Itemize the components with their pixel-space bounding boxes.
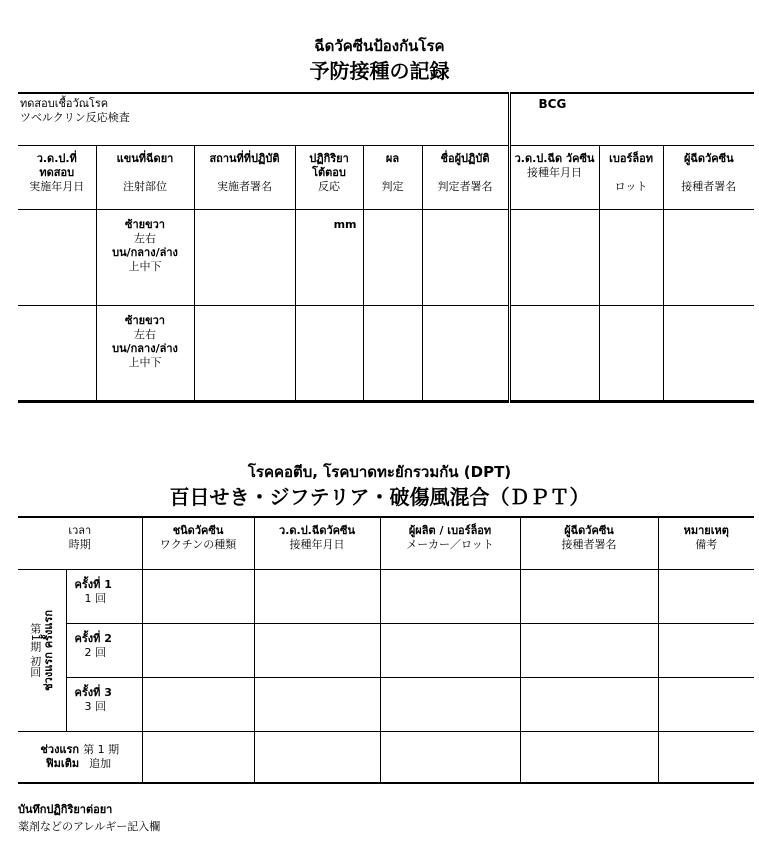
vaccinator-cell[interactable]: [520, 677, 658, 731]
vaccinator-cell[interactable]: [520, 623, 658, 677]
vaccine-type-cell[interactable]: [142, 731, 254, 783]
vaccination-date-cell[interactable]: [254, 677, 380, 731]
remarks-cell[interactable]: [658, 731, 754, 783]
vaccination-date-cell[interactable]: [254, 731, 380, 783]
vaccine-type-cell[interactable]: [142, 623, 254, 677]
col-location: สถานที่ที่ปฏิบัติ 実施者署名: [194, 145, 295, 209]
first-period-thai: ช่วงแรก ครั้งแรก: [41, 609, 55, 691]
reaction-cell[interactable]: [295, 209, 363, 305]
location-cell[interactable]: [194, 209, 295, 305]
first-period-label: [18, 569, 66, 731]
injection-site-cell: ซ้ายขวา 左右 บน/กลาง/ล่าง 上中下: [96, 305, 194, 401]
col-vaccine-type: ชนิดวัคซีน ワクチンの種類: [142, 517, 254, 569]
col-vaccinator: ผู้ฉีดวัคซีน 接種者署名: [663, 145, 754, 209]
allergy-label-japanese: 薬剤などのアレルギー記入欄: [18, 820, 161, 833]
maker-lot-cell[interactable]: [380, 623, 520, 677]
col-period: เวลา 時期: [18, 517, 142, 569]
section1-title-thai: ฉีดวัคซีนป้องกันโรค: [314, 37, 445, 55]
judge-name-cell[interactable]: [422, 305, 509, 401]
col-reaction: ปฏิกิริยา โต้ตอบ 反応: [295, 145, 363, 209]
bcg-label: BCG: [538, 97, 567, 111]
col-injection-site: แขนที่ฉีดยา 注射部位: [96, 145, 194, 209]
vaccination-date-cell[interactable]: [509, 209, 599, 305]
vaccination-date-cell[interactable]: [254, 569, 380, 623]
vaccinator-cell[interactable]: [663, 209, 754, 305]
dose-1-label: ครั้งที่ 1 1 回: [66, 569, 142, 623]
col-vaccination-date: ว.ด.ป.ฉีด วัคซีน 接種年月日: [509, 145, 599, 209]
lot-cell[interactable]: [599, 209, 663, 305]
vaccinator-cell[interactable]: [520, 731, 658, 783]
vaccine-type-cell[interactable]: [142, 677, 254, 731]
tuberculin-bcg-table: [18, 92, 754, 403]
injection-site-cell: ซ้ายขวา 左右 บน/กลาง/ล่าง 上中下: [96, 209, 194, 305]
mm-unit: mm: [333, 217, 357, 231]
first-period-japanese: 第1期 初回: [28, 622, 42, 678]
remarks-cell[interactable]: [658, 569, 754, 623]
vaccine-type-cell[interactable]: [142, 569, 254, 623]
booster-label: ช่วงแรก ฟิมเติม 第 1 期 追加: [18, 731, 142, 783]
table-row: [18, 209, 754, 305]
judge-name-cell[interactable]: [422, 209, 509, 305]
maker-lot-cell[interactable]: [380, 569, 520, 623]
column-header-row: [18, 517, 754, 569]
table-row: [18, 569, 754, 623]
tb-test-japanese: ツベルクリン反応検査: [20, 111, 130, 124]
section2-title-japanese: 百日せき・ジフテリア・破傷風混合（ＤＰＴ）: [169, 485, 590, 509]
column-header-row: [18, 145, 754, 209]
col-lot-number: เบอร์ล็อท ロット: [599, 145, 663, 209]
dose-2-label: ครั้งที่ 2 2 回: [66, 623, 142, 677]
bcg-header: [509, 93, 754, 145]
col-maker-lot: ผู้ผลิต / เบอร์ล็อท メーカー／ロット: [380, 517, 520, 569]
dose-3-label: ครั้งที่ 3 3 回: [66, 677, 142, 731]
vaccinator-cell[interactable]: [663, 305, 754, 401]
table-row: [18, 623, 754, 677]
col-vaccination-date: ว.ด.ป.ฉีดวัคซีน 接種年月日: [254, 517, 380, 569]
col-test-date: ว.ด.ป.ที่ ทดสอบ 実施年月日: [18, 145, 96, 209]
lot-cell[interactable]: [599, 305, 663, 401]
dpt-table: [18, 516, 754, 784]
test-date-cell[interactable]: [18, 305, 96, 401]
section1-title-japanese: 予防接種の記録: [309, 59, 450, 83]
col-remarks: หมายเหตุ 備考: [658, 517, 754, 569]
col-judge-name: ชื่อผู้ปฏิบัติ 判定者署名: [422, 145, 509, 209]
location-cell[interactable]: [194, 305, 295, 401]
col-vaccinator: ผู้ฉีดวัคซีน 接種者署名: [520, 517, 658, 569]
section2-title-thai: โรคคอตีบ, โรคบาดทะยักรวมกัน (DPT): [247, 463, 512, 481]
vaccinator-cell[interactable]: [520, 569, 658, 623]
vaccination-date-cell[interactable]: [254, 623, 380, 677]
test-date-cell[interactable]: [18, 209, 96, 305]
tb-test-header: [18, 93, 509, 145]
col-result: ผล 判定: [363, 145, 422, 209]
table-row: [18, 677, 754, 731]
result-cell[interactable]: [363, 209, 422, 305]
remarks-cell[interactable]: [658, 677, 754, 731]
result-cell[interactable]: [363, 305, 422, 401]
vaccination-date-cell[interactable]: [509, 305, 599, 401]
table-row: [18, 305, 754, 401]
table-row: [18, 731, 754, 783]
maker-lot-cell[interactable]: [380, 677, 520, 731]
maker-lot-cell[interactable]: [380, 731, 520, 783]
reaction-cell[interactable]: [295, 305, 363, 401]
allergy-label-thai: บันทึกปฏิกิริยาต่อยา: [18, 803, 113, 816]
remarks-cell[interactable]: [658, 623, 754, 677]
tb-test-thai: ทดสอบเชื้อวัณโรค: [20, 97, 109, 110]
